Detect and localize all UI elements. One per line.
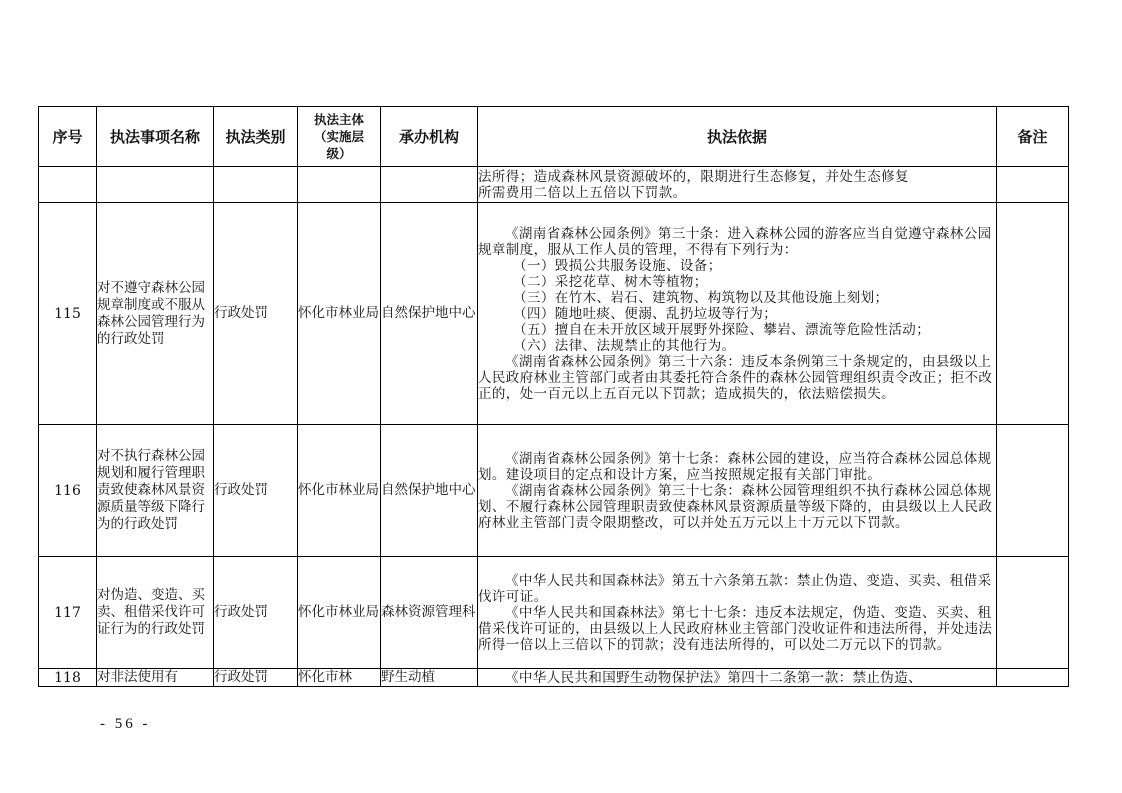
basis-paragraph: 《湖南省森林公园条例》第十七条：森林公园的建设，应当符合森林公园总体规划。建设项目的定点和设计方案，应当按照规定报有关部门审批。 xyxy=(478,450,992,483)
remark-cell xyxy=(997,203,1069,425)
subject-cell: 怀化市林业局 xyxy=(298,557,381,669)
remark-cell xyxy=(997,669,1069,687)
table-row xyxy=(39,425,1069,557)
item-name-cell: 对不执行森林公园规划和履行管理职责致使森林风景资源质量等级下降行为的行政处罚 xyxy=(97,425,214,557)
header-agency: 承办机构 xyxy=(381,107,478,167)
table-row xyxy=(39,203,1069,425)
basis-list-item: （四）随地吐痰、便溺、乱扔垃圾等行为； xyxy=(513,305,778,322)
basis-list-item: （五）擅自在未开放区域开展野外探险、攀岩、漂流等危险性活动； xyxy=(513,321,931,338)
subject-cell: 怀化市林业局 xyxy=(298,425,381,557)
seq-cell: 116 xyxy=(39,425,97,557)
item-name-cell: 对非法使用有 xyxy=(97,669,214,687)
header-subject-line3: 级） xyxy=(326,146,352,161)
basis-list-item: （三）在竹木、岩石、建筑物、构筑物以及其他设施上刻划； xyxy=(513,289,889,306)
header-seq: 序号 xyxy=(39,107,97,167)
basis-cell xyxy=(478,669,997,687)
basis-list-item: （二）采挖花草、树木等植物； xyxy=(513,273,708,290)
basis-paragraph: 《中华人民共和国森林法》第七十七条：违反本法规定，伪造、变造、买卖、租借采伐许可证的，由县级以上人民政府林业主管部门没收证件和违法所得，并处违法所得一倍以上三倍以下的罚款；没有违法所得的，可以处二万元以下的罚款。 xyxy=(478,604,993,653)
page-number: - 56 - xyxy=(100,716,151,732)
table-row-continuation xyxy=(39,167,1069,203)
header-name: 执法事项名称 xyxy=(97,107,214,167)
remark-cell xyxy=(997,425,1069,557)
basis-cell xyxy=(478,167,997,203)
subject-cell: 怀化市林业局 xyxy=(298,203,381,425)
header-subject xyxy=(298,107,381,167)
basis-paragraph: 《湖南省森林公园条例》第三十七条：森林公园管理组织不执行森林公园总体规划、不履行森林公园管理职责致使森林风景资源质量等级下降的，由县级以上人民政府林业主管部门责令限期整改，可以并处五万元以上十万元以下罚款。 xyxy=(478,482,993,531)
header-remark: 备注 xyxy=(997,107,1069,167)
basis-list-item: （一）毁损公共服务设施、设备； xyxy=(513,257,722,274)
table-header-row xyxy=(39,107,1069,167)
seq-cell: 118 xyxy=(39,669,97,687)
item-name-cell: 对伪造、变造、买卖、租借采伐许可证行为的行政处罚 xyxy=(97,557,214,669)
seq-cell: 117 xyxy=(39,557,97,669)
basis-paragraph: 《湖南省森林公园条例》第三十六条：违反本条例第三十条规定的，由县级以上人民政府林业主管部门或者由其委托符合条件的森林公园管理组织责令改正；拒不改正的，处一百元以上五百元以下罚款；造成损失的，依法赔偿损失。 xyxy=(478,353,993,402)
basis-cell xyxy=(478,425,997,557)
basis-cell xyxy=(478,557,997,669)
agency-cell: 自然保护地中心 xyxy=(381,203,478,425)
basis-paragraph: 《湖南省森林公园条例》第三十条：进入森林公园的游客应当自觉遵守森林公园规章制度，服从工作人员的管理，不得有下列行为： xyxy=(478,225,992,258)
item-name-cell: 对不遵守森林公园规章制度或不服从森林公园管理行为的行政处罚 xyxy=(97,203,214,425)
agency-cell: 自然保护地中心 xyxy=(381,425,478,557)
table-row xyxy=(39,557,1069,669)
law-enforcement-table xyxy=(38,106,1069,687)
basis-line: 所需费用二倍以上五倍以下罚款。 xyxy=(478,184,687,201)
basis-paragraph: 《中华人民共和国野生动物保护法》第四十二条第一款：禁止伪造、 xyxy=(505,669,922,686)
basis-cell xyxy=(478,203,997,425)
header-basis: 执法依据 xyxy=(478,107,997,167)
basis-list-item: （六）法律、法规禁止的其他行为。 xyxy=(513,337,736,354)
basis-line: 法所得；造成森林风景资源破坏的，限期进行生态修复，并处生态修复 xyxy=(478,168,909,185)
seq-cell: 115 xyxy=(39,203,97,425)
category-cell: 行政处罚 xyxy=(214,425,298,557)
subject-cell: 怀化市林 xyxy=(298,669,381,687)
category-cell: 行政处罚 xyxy=(214,669,298,687)
header-category: 执法类别 xyxy=(214,107,298,167)
header-subject-line1: 执法主体 xyxy=(313,112,364,127)
header-subject-line2: （实施层 xyxy=(313,129,364,144)
table-row xyxy=(39,669,1069,687)
agency-cell: 森林资源管理科 xyxy=(381,557,478,669)
basis-paragraph: 《中华人民共和国森林法》第五十六条第五款：禁止伪造、变造、买卖、租借采伐许可证。 xyxy=(478,572,992,605)
remark-cell xyxy=(997,557,1069,669)
agency-cell: 野生动植 xyxy=(381,669,478,687)
document-page xyxy=(38,106,1068,687)
category-cell: 行政处罚 xyxy=(214,557,298,669)
category-cell: 行政处罚 xyxy=(214,203,298,425)
